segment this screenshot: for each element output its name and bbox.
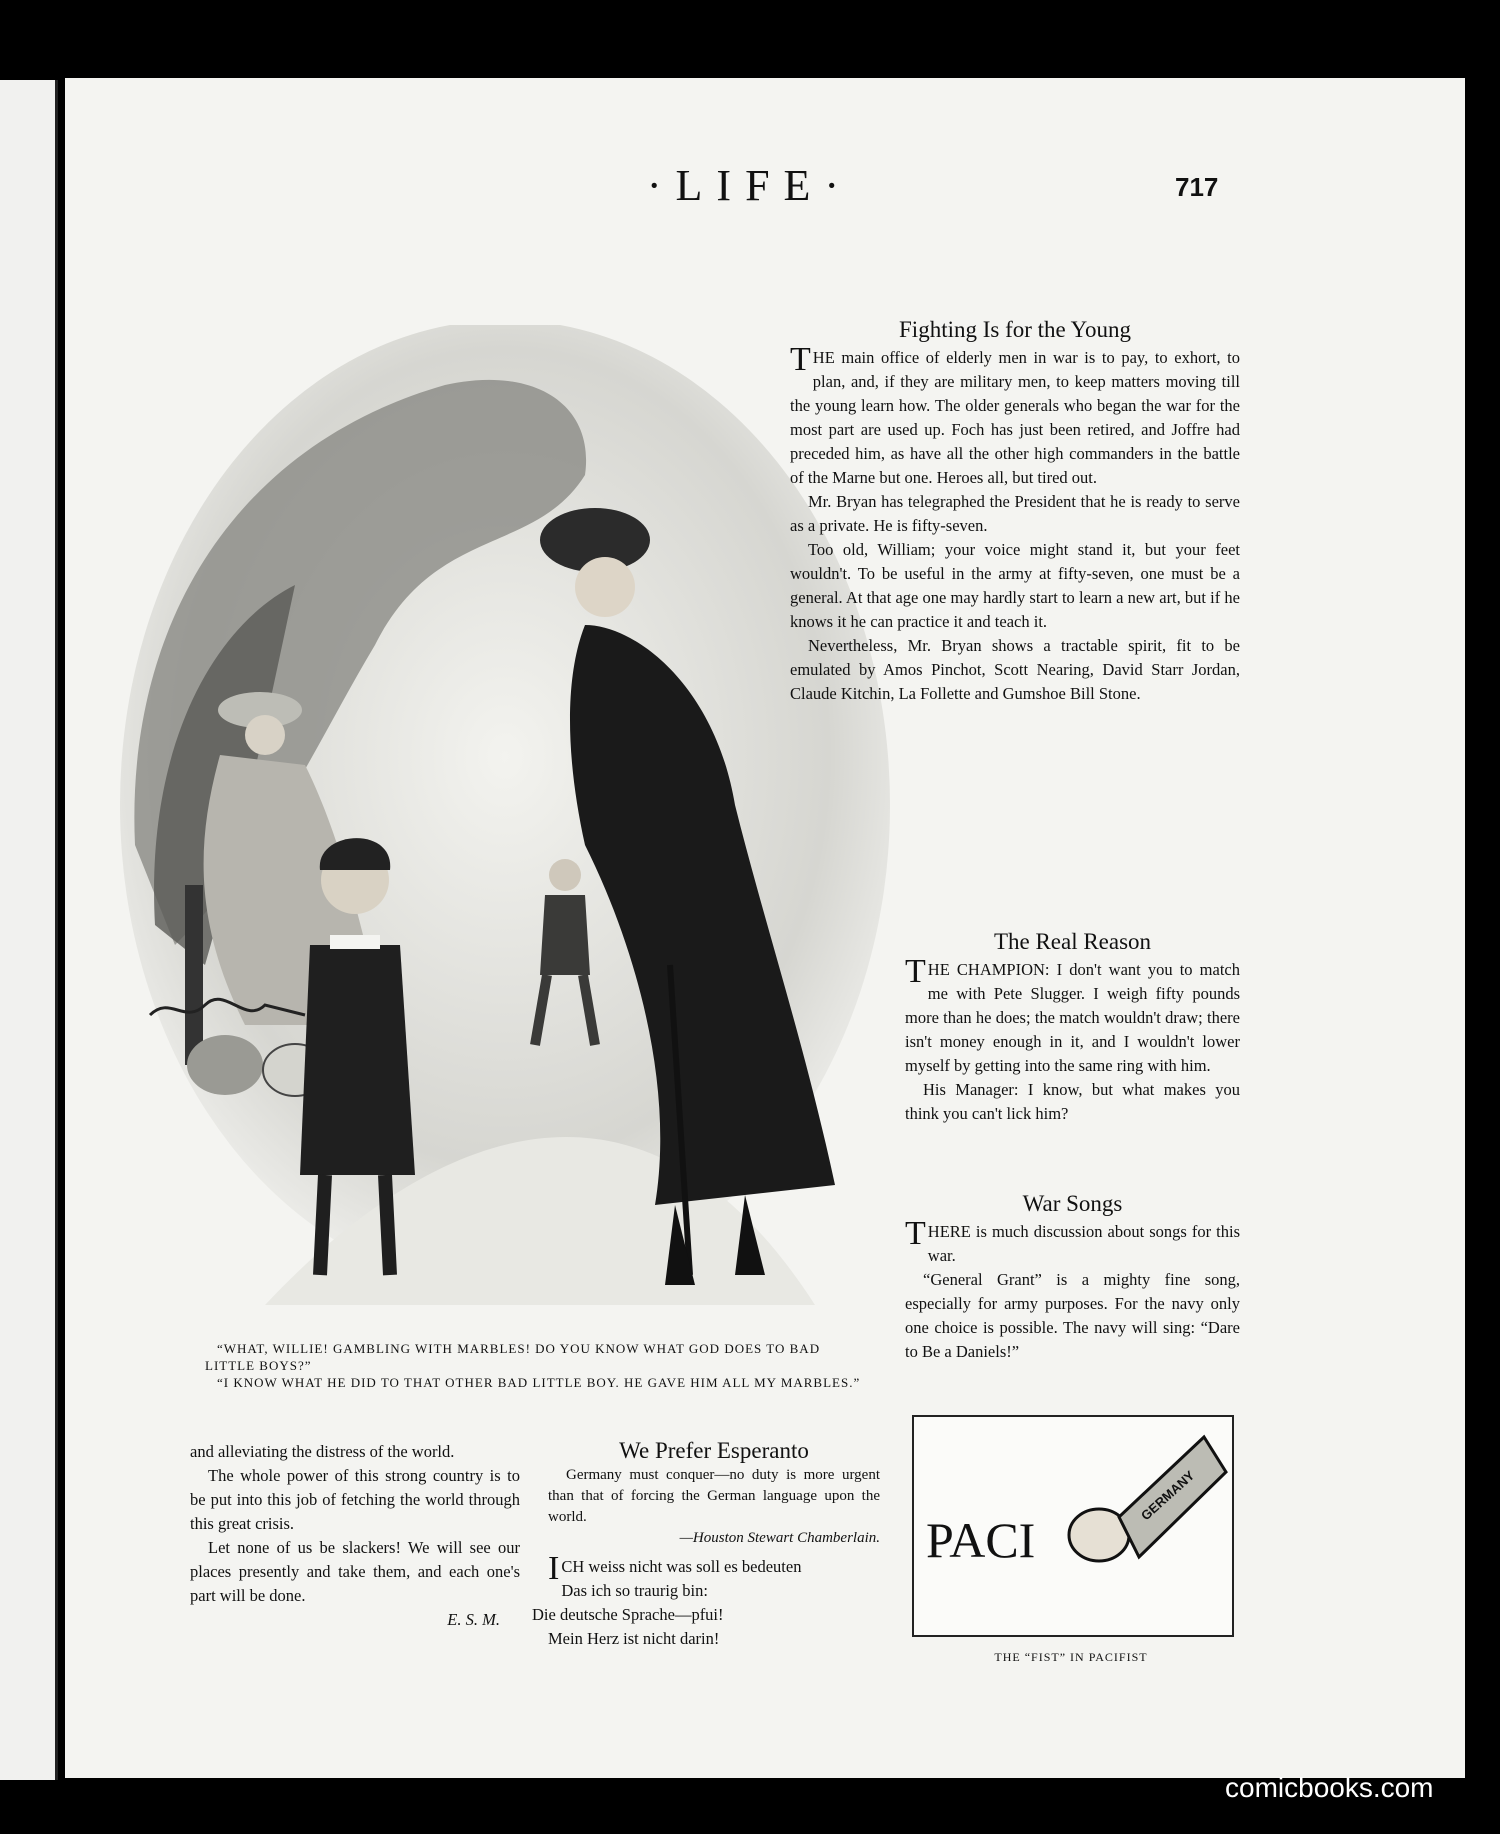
article-paragraph: His Manager: I know, but what makes you think you can't lick him? — [905, 1080, 1240, 1123]
seated-lady-head — [245, 715, 285, 755]
willie-collar — [330, 935, 380, 949]
quote-attribution: —Houston Stewart Chamberlain. — [679, 1530, 880, 1546]
esperanto-quote: Germany must conquer—no duty is more urgent than that of forcing the German language upon the world. — [548, 1467, 880, 1525]
illustration-park-scene — [115, 325, 895, 1315]
poem-line-text: CH weiss nicht was soll es bedeuten — [561, 1557, 802, 1576]
article-paragraph: Mr. Bryan has telegraphed the President that he is ready to serve as a private. He is fifty-seven. — [790, 492, 1240, 535]
dog-left — [187, 1035, 263, 1095]
paragraph-text: HERE is much discussion about songs for this war. — [927, 1222, 1240, 1265]
article-fighting-young — [790, 318, 1240, 706]
woman-head — [575, 557, 635, 617]
masthead-title: ·LIFE· — [646, 161, 854, 210]
article-paragraph: Let none of us be slackers! We will see our places presently and take them, and each one's part will be done. — [190, 1538, 520, 1605]
adjacent-page-edge — [0, 80, 58, 1780]
drop-cap: T — [905, 953, 926, 990]
distant-boy-body — [540, 895, 590, 975]
article-title: The Real Reason — [993, 929, 1152, 954]
article-paragraph: Too old, William; your voice might stand it, but your feet wouldn't. To be useful in the army at fifty-seven, one must be a general. At that age one may hardly start to learn a new art, but if he knows it he can practice it and teach it. — [790, 540, 1240, 631]
article-esperanto — [532, 1438, 880, 1651]
article-paragraph — [905, 1215, 1240, 1268]
watermark: comicbooks.com — [1225, 1772, 1434, 1803]
article-paragraph: The whole power of this strong country is to be put into this job of fetching the world through this great crisis. — [190, 1466, 520, 1533]
caption-line-2: “I KNOW WHAT HE DID TO THAT OTHER BAD LITTLE BOY. HE GAVE HIM ALL MY MARBLES.” — [217, 1375, 861, 1390]
article-paragraph: “General Grant” is a mighty fine song, especially for army purposes. For the navy only one choice is possible. The navy will sing: “Dare to Be a Daniels!” — [905, 1270, 1240, 1361]
poem-line: Das ich so traurig bin: — [561, 1581, 708, 1600]
distant-boy-head — [549, 859, 581, 891]
sleeve-label: GERMANY — [1137, 1467, 1198, 1524]
article-paragraph — [790, 341, 1240, 490]
poem-line — [548, 1550, 880, 1587]
paragraph-text: HE CHAMPION: I don't want you to match me with Pete Slugger. I weigh fifty pounds more than he does; the match wouldn't draw; there isn't money enough in it, and I wouldn't lower myself by getting into the same ring with him. — [905, 960, 1240, 1075]
caption-line-1: “WHAT, WILLIE! GAMBLING WITH MARBLES! DO YOU KNOW WHAT GOD DOES TO BAD LITTLE BOYS?” — [205, 1341, 821, 1373]
article-title: We Prefer Esperanto — [619, 1438, 809, 1463]
cartoon-drawing — [914, 1417, 1232, 1635]
article-paragraph: and alleviating the distress of the world. — [190, 1442, 455, 1461]
poem — [532, 1550, 880, 1651]
article-paragraph — [905, 953, 1240, 1078]
cartoon-pacifist — [912, 1415, 1234, 1637]
article-war-songs — [905, 1192, 1240, 1364]
page-number: 717 — [1175, 172, 1219, 202]
park-bench — [185, 885, 203, 1065]
paragraph-text: HE main office of elderly men in war is to pay, to exhort, to plan, and, if they are military men, to keep matters moving till the young learn how. The older generals who began the war for the most part are used up. Foch has just been retired, and Joffre had preceded him, as have all the other high commanders in the battle of the Marne but one. Heroes all, but tired out. — [790, 348, 1240, 487]
drop-cap: I — [548, 1550, 560, 1587]
poem-line: Die deutsche Sprache—pfui! — [532, 1605, 724, 1624]
article-paragraph: Nevertheless, Mr. Bryan shows a tractable spirit, fit to be emulated by Amos Pinchot, Scott Nearing, David Starr Jordan, Claude Kitchin, La Follette and Gumshoe Bill Stone. — [790, 636, 1240, 703]
article-title: Fighting Is for the Young — [899, 317, 1131, 342]
cartoon-word: PACI — [926, 1512, 1036, 1568]
article-title: War Songs — [1022, 1191, 1123, 1216]
article-real-reason — [905, 930, 1240, 1126]
cartoon-caption: THE “FIST” IN PACIFIST — [994, 1650, 1148, 1664]
illustration-caption — [205, 1340, 865, 1391]
willie-body — [300, 945, 415, 1175]
article-continued — [190, 1440, 520, 1632]
poem-line: Mein Herz ist nicht darin! — [548, 1629, 720, 1648]
drop-cap: T — [790, 341, 811, 378]
drop-cap: T — [905, 1215, 926, 1252]
article-signature: E. S. M. — [447, 1610, 500, 1629]
